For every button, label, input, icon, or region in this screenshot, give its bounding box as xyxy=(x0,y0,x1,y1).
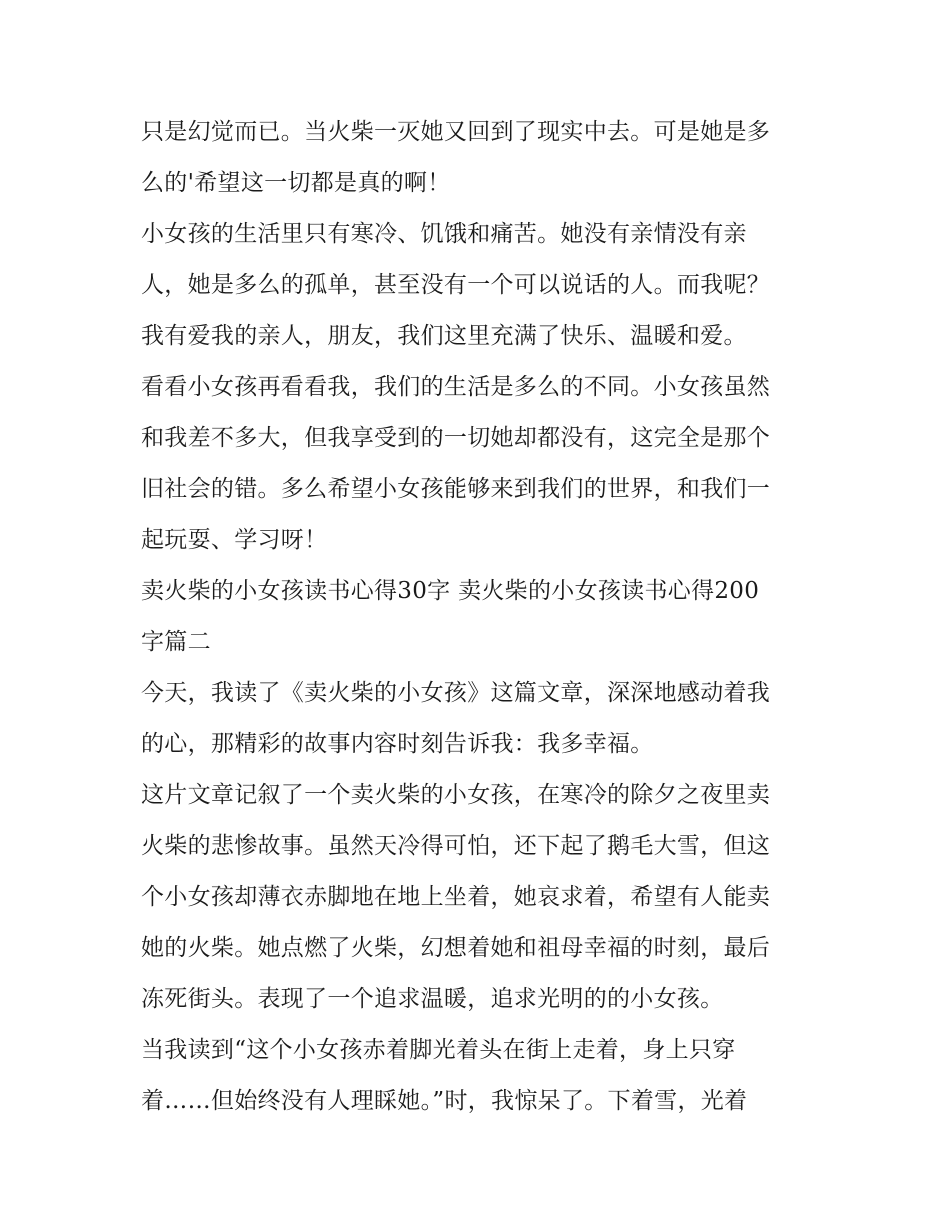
text-line-4: 人，她是多么的孤单，甚至没有一个可以说话的人。而我呢？ xyxy=(141,272,771,298)
text-line-1: 只是幻觉而已。当火柴一灭她又回到了现实中去。可是她是多 xyxy=(141,119,771,145)
text-line-13: 的心，那精彩的故事内容时刻告诉我：我多幸福。 xyxy=(141,731,654,757)
text-line-3: 小女孩的生活里只有寒冷、饥饿和痛苦。她没有亲情没有亲 xyxy=(141,221,747,247)
text-line-14: 这片文章记叙了一个卖火柴的小女孩，在寒冷的除夕之夜里卖 xyxy=(141,782,771,808)
text-line-19: 当我读到“这个小女孩赤着脚光着头在街上走着，身上只穿 xyxy=(141,1037,736,1063)
text-line-15: 火柴的悲惨故事。虽然天冷得可怕，还下起了鹅毛大雪，但这 xyxy=(141,833,771,859)
text-line-7: 和我差不多大，但我享受到的一切她却都没有，这完全是那个 xyxy=(141,425,771,451)
text-line-17: 她的火柴。她点燃了火柴，幻想着她和祖母幸福的时刻，最后 xyxy=(141,935,771,961)
text-line-6: 看看小女孩再看看我，我们的生活是多么的不同。小女孩虽然 xyxy=(141,374,771,400)
text-line-18: 冻死街头。表现了一个追求温暖，追求光明的的小女孩。 xyxy=(141,986,724,1012)
text-line-9: 起玩耍、学习呀！ xyxy=(141,527,328,553)
text-line-5: 我有爱我的亲人，朋友，我们这里充满了快乐、温暖和爱。 xyxy=(141,323,747,349)
text-line-20: 着……但始终没有人理睬她。”时，我惊呆了。下着雪，光着 xyxy=(141,1088,748,1114)
document-body xyxy=(141,111,821,1131)
text-line-2: 么的'希望这一切都是真的啊！ xyxy=(141,170,451,196)
text-line-12: 今天，我读了《卖火柴的小女孩》这篇文章，深深地感动着我 xyxy=(141,680,771,706)
text-line-16: 个小女孩却薄衣赤脚地在地上坐着，她哀求着，希望有人能卖 xyxy=(141,884,771,910)
text-line-8: 旧社会的错。多么希望小女孩能够来到我们的世界，和我们一 xyxy=(141,476,771,502)
section-heading-line-2: 字篇二 xyxy=(141,629,211,655)
section-heading-line-1: 卖火柴的小女孩读书心得30字 卖火柴的小女孩读书心得200 xyxy=(141,578,760,604)
